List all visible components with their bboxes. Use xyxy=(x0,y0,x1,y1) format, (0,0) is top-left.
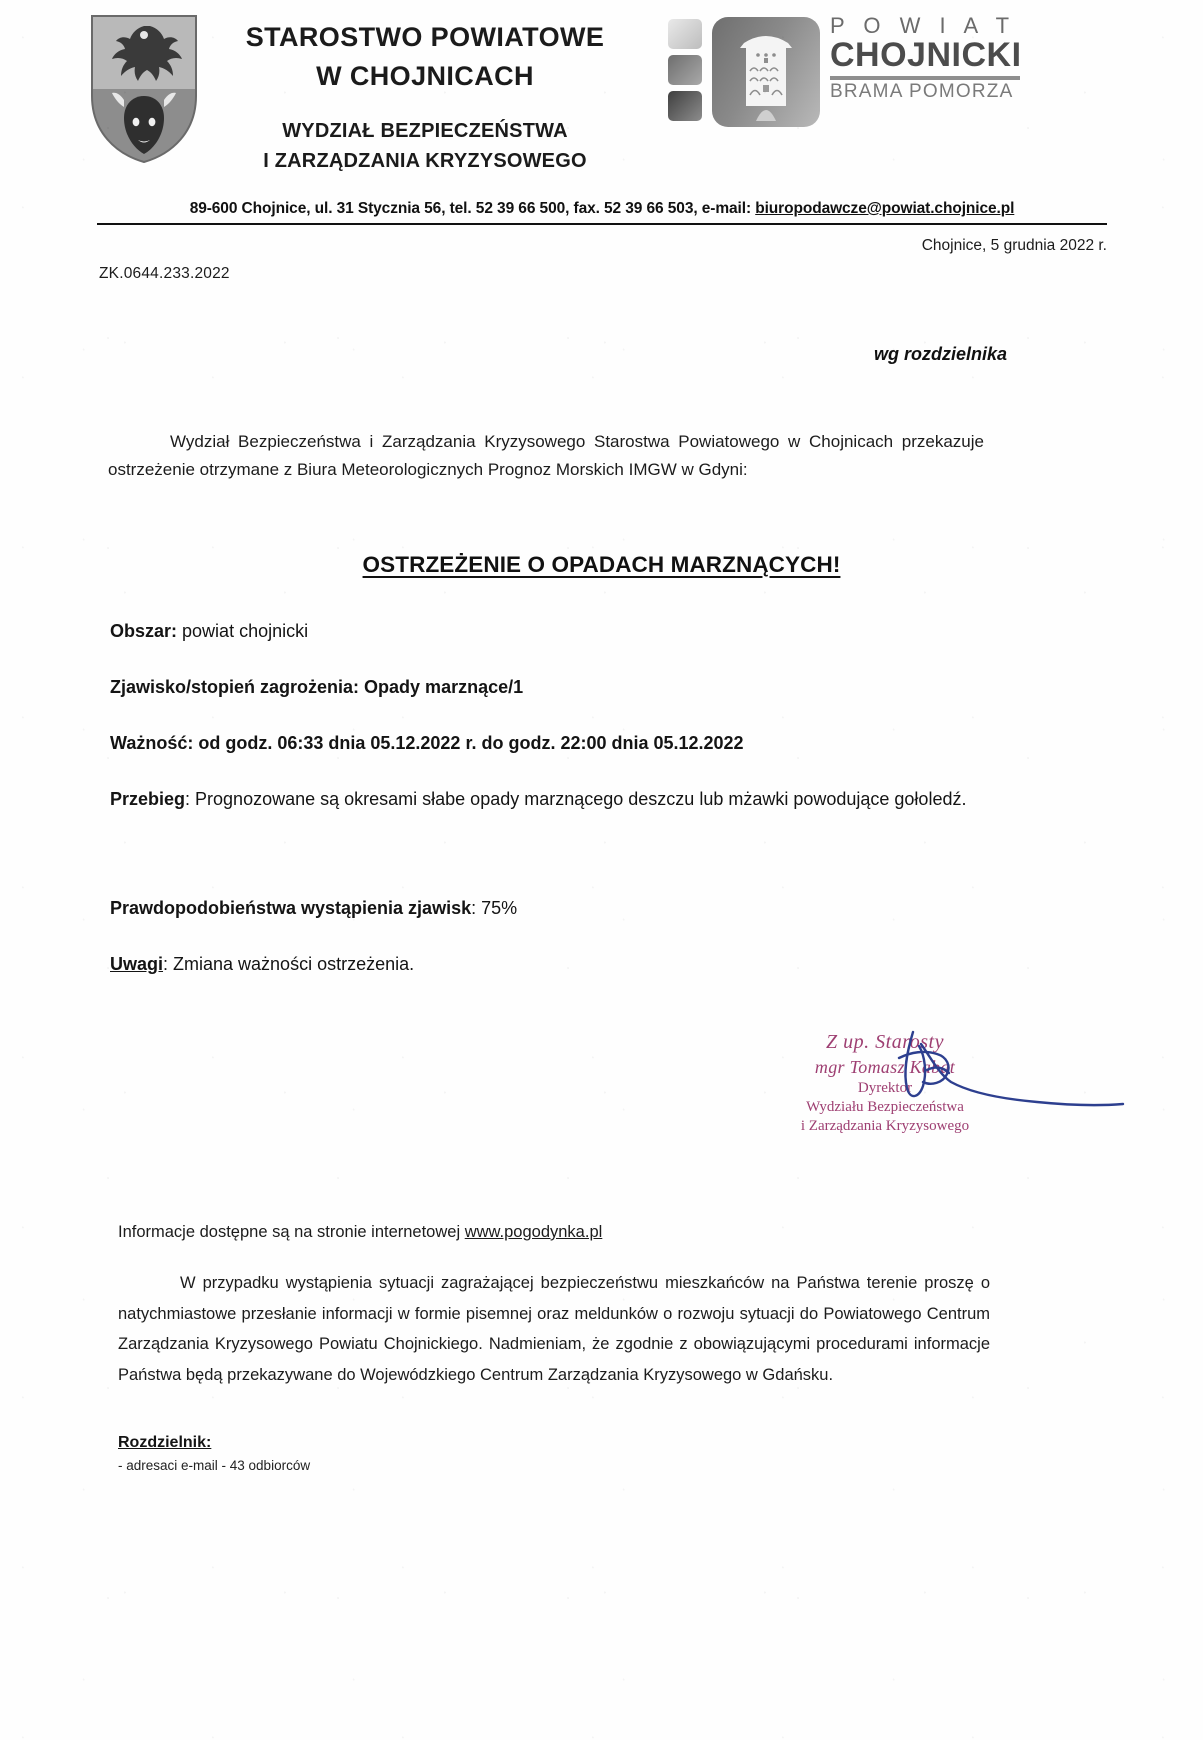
field-phenomenon xyxy=(110,673,990,702)
field-probability xyxy=(110,894,990,923)
signature-line-1: Z up. Starosty xyxy=(826,1031,944,1053)
field-area-value: powiat chojnicki xyxy=(177,621,309,641)
field-probability-value: : 75% xyxy=(471,898,518,918)
field-course-label: Przebieg xyxy=(110,789,186,809)
logo-word-brama: BRAMA POMORZA xyxy=(830,80,1014,102)
logo-word-powiat: P O W I A T xyxy=(830,13,1016,38)
pogodynka-link[interactable]: www.pogodynka.pl xyxy=(464,1223,603,1241)
footer-paragraph: W przypadku wystąpienia sytuacji zagrażającej bezpieczeństwu mieszkańców na Państwa terenie proszę o natychmiastowe przesłanie informacji w formie pisemnej oraz meldunków o rozwoju sytuacji do Powiatowego Centrum Zarządzania Kryzysowego Powiatu Chojnickiego. Nadmieniam, że zgodnie z obowiązującymi procedurami informacje Państwa będą przekazywane do Wojewódzkiego Centrum Zarządzania Kryzysowego w Gdańsku. xyxy=(118,1274,990,1384)
field-validity xyxy=(110,729,990,758)
field-phenomenon-label: Zjawisko/stopień zagrożenia: Opady marznące/1 xyxy=(110,677,524,697)
warning-title xyxy=(0,552,1203,578)
address-bar xyxy=(97,200,1107,225)
signature-line-3: Dyrektor xyxy=(857,1079,913,1096)
logo-divider xyxy=(830,76,1020,80)
field-notes-value: : Zmiana ważności ostrzeżenia. xyxy=(163,954,415,974)
info-line-text: Informacje dostępne są na stronie internetowej xyxy=(118,1223,465,1241)
signature-line-4: Wydziału Bezpieczeństwa xyxy=(806,1098,964,1115)
field-notes xyxy=(110,950,990,979)
org-title-line1: STAROSTWO POWIATOWE xyxy=(245,22,605,52)
field-notes-label: Uwagi xyxy=(110,954,164,974)
gate-tower-icon xyxy=(712,17,820,127)
coat-of-arms-icon xyxy=(88,14,200,164)
signature-block xyxy=(735,1030,1035,1190)
signature-stamp xyxy=(735,1030,1035,1136)
header-divider xyxy=(97,223,1107,225)
department-line1: WYDZIAŁ BEZPIECZEŃSTWA xyxy=(282,120,568,143)
intro-paragraph: Wydział Bezpieczeństwa i Zarządzania Kryzysowego Starostwa Powiatowego w Chojnicach przekazuje ostrzeżenie otrzymane z Biura Meteorologicznych Prognoz Morskich IMGW w Gdyni: xyxy=(108,432,984,479)
field-course xyxy=(110,785,990,814)
email-link[interactable]: biuropodawcze@powiat.chojnice.pl xyxy=(755,200,1015,217)
logo-wordmark xyxy=(830,14,1020,103)
powiat-chojnicki-logo xyxy=(668,14,1020,134)
logo-squares-icon xyxy=(668,19,704,127)
distribution-title: Rozdzielnik: xyxy=(118,1434,212,1451)
info-line xyxy=(118,1223,602,1242)
reference-number: ZK.0644.233.2022 xyxy=(99,265,230,282)
place-and-date: Chojnice, 5 grudnia 2022 r. xyxy=(921,237,1107,254)
distribution-item: - adresaci e-mail - 43 odbiorców xyxy=(118,1458,311,1473)
logo-word-chojnicki: CHOJNICKI xyxy=(830,36,1022,75)
document-header xyxy=(0,0,1203,208)
warning-title-text: OSTRZEŻENIE O OPADACH MARZNĄCYCH! xyxy=(362,552,841,577)
field-validity-label: Ważność: od godz. 06:33 dnia 05.12.2022 r. do godz. 22:00 dnia 05.12.2022 xyxy=(110,733,744,753)
organization-title-block xyxy=(215,18,635,176)
field-course-value: : Prognozowane są okresami słabe opady marznącego deszczu lub mżawki powodujące gołoledź. xyxy=(185,789,967,809)
field-area-label: Obszar: xyxy=(110,621,178,641)
addressee: wg rozdzielnika xyxy=(873,344,1007,364)
address-plain: 89-600 Chojnice, ul. 31 Stycznia 56, tel. 52 39 66 500, fax. 52 39 66 503, e-mail: xyxy=(189,200,756,217)
signature-line-5: i Zarządzania Kryzysowego xyxy=(800,1118,970,1134)
signature-line-2: mgr Tomasz Kabat xyxy=(814,1056,956,1077)
address-text xyxy=(97,200,1107,223)
org-title-line2: W CHOJNICACH xyxy=(316,61,534,92)
field-probability-label: Prawdopodobieństwa wystąpienia zjawisk xyxy=(110,898,472,918)
field-area xyxy=(110,617,990,646)
department-line2: I ZARZĄDZANIA KRYZYSOWEGO xyxy=(263,150,587,173)
